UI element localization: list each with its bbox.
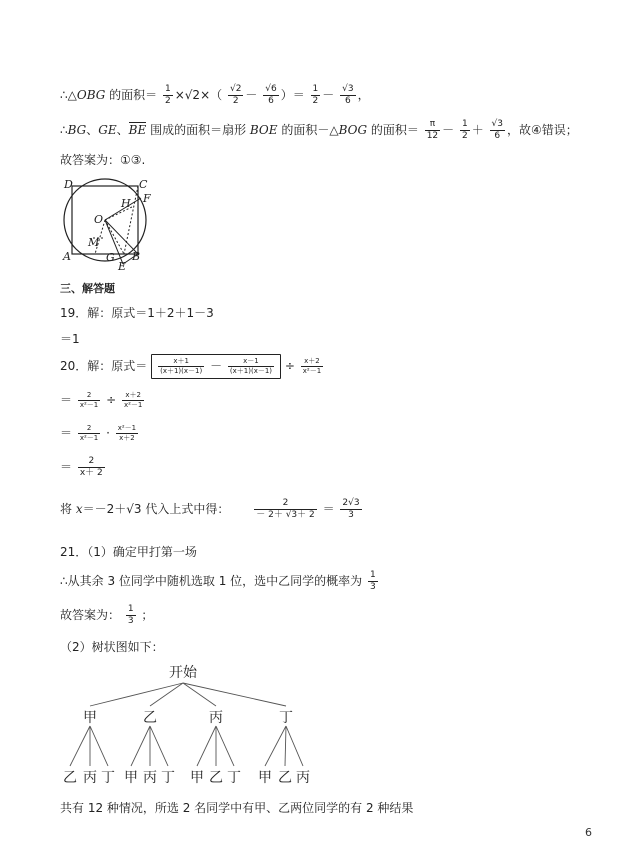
q19-line1: 19．解：原式＝1＋2＋1－3 bbox=[60, 306, 214, 320]
tree-leaf: 乙 bbox=[209, 770, 223, 786]
tree-leaf: 甲 bbox=[190, 770, 204, 786]
label-F: F bbox=[143, 192, 151, 205]
label-A: A bbox=[63, 250, 71, 263]
q21-part2: （2）树状图如下： bbox=[60, 640, 164, 654]
tree-leaf: 丙 bbox=[296, 770, 310, 786]
q21-line2: ∴从其余 3 位同学中随机选取 1 位，选中乙同学的概率为 $\frac{1}{3}$ bbox=[60, 570, 376, 592]
tree-l1-node: 甲 bbox=[83, 710, 97, 726]
tree-leaf: 丙 bbox=[143, 770, 157, 786]
tree-leaf: 丁 bbox=[101, 770, 115, 786]
tree-leaf: 乙 bbox=[278, 770, 292, 786]
page-number: 6 bbox=[585, 826, 592, 839]
label-G: G bbox=[106, 251, 115, 264]
tree-l1-node: 丙 bbox=[209, 710, 223, 726]
tree-leaf: 丁 bbox=[161, 770, 175, 786]
label-E: E bbox=[118, 260, 127, 273]
line-obg-area: ∴△OBG 的面积＝ $\frac{1}{2}$ ×√2×（ $\frac{√2}{2}$ － $\frac{√6}{6}$ ）＝ $\frac{1}{2}$ － $\frac{√3}{6}$ ， bbox=[60, 84, 370, 106]
tree-leaf: 乙 bbox=[63, 770, 77, 786]
line-enclosed-area: ∴BG、GE、BE 围成的面积＝扇形 BOE 的面积－△BOG 的面积＝ $\frac{\pi}{12}$ － $\frac{1}{2}$ ＋ $\frac{√3}{6}$ ，故④错误； bbox=[60, 119, 578, 141]
q20-line1: 20．解：原式＝ $\frac{x+1}{(x+1)(x-1)}$ － $\frac{x-1}{(x+1)(x-1)}$ ÷ $\frac{x+2}{\text{x²－1}}$ bbox=[60, 354, 325, 379]
tree-leaf: 甲 bbox=[124, 770, 138, 786]
q21-answer: 故答案为： $\frac{1}{3}$ ； bbox=[60, 604, 154, 626]
section-title: 三、解答题 bbox=[60, 282, 115, 295]
label-C: C bbox=[139, 178, 148, 191]
q20-line4: ＝ $\frac{2}{x+ 2}$ bbox=[60, 456, 103, 478]
tree-l1-node: 乙 bbox=[143, 710, 157, 726]
answer-line-18: 故答案为：①③. bbox=[60, 153, 146, 167]
tree-l1-node: 丁 bbox=[279, 710, 293, 726]
label-H: H bbox=[121, 197, 131, 210]
q21-conclusion: 共有 12 种情况，所选 2 名同学中有甲、乙两位同学的有 2 种结果 bbox=[60, 801, 414, 815]
geometry-figure bbox=[58, 172, 218, 282]
q20-substitution: 将 x＝－2＋√3 代入上式中得： $\frac{2}{- 2+ √3+ 2}$ ＝ $\frac{2√3}{3}$ bbox=[60, 498, 360, 520]
tree-leaf: 丙 bbox=[83, 770, 97, 786]
label-D: D bbox=[64, 178, 73, 191]
q21-line1: 21．（1）确定甲打第一场 bbox=[60, 545, 197, 559]
tree-leaf: 丁 bbox=[227, 770, 241, 786]
label-M: M bbox=[88, 236, 100, 249]
q20-line3: ＝ $\frac{2}{\text{x²－1}}$ · $\frac{\text{x²－1}}{x+2}$ bbox=[60, 424, 137, 442]
tree-leaf: 甲 bbox=[258, 770, 272, 786]
tree-root: 开始 bbox=[169, 665, 197, 681]
q19-line2: ＝1 bbox=[60, 332, 80, 346]
label-O: O bbox=[94, 213, 104, 226]
label-B: B bbox=[132, 250, 141, 263]
q20-line2: ＝ $\frac{2}{\text{x²－1}}$ ÷ $\frac{x+2}{\text{x²－1}}$ bbox=[60, 391, 143, 409]
